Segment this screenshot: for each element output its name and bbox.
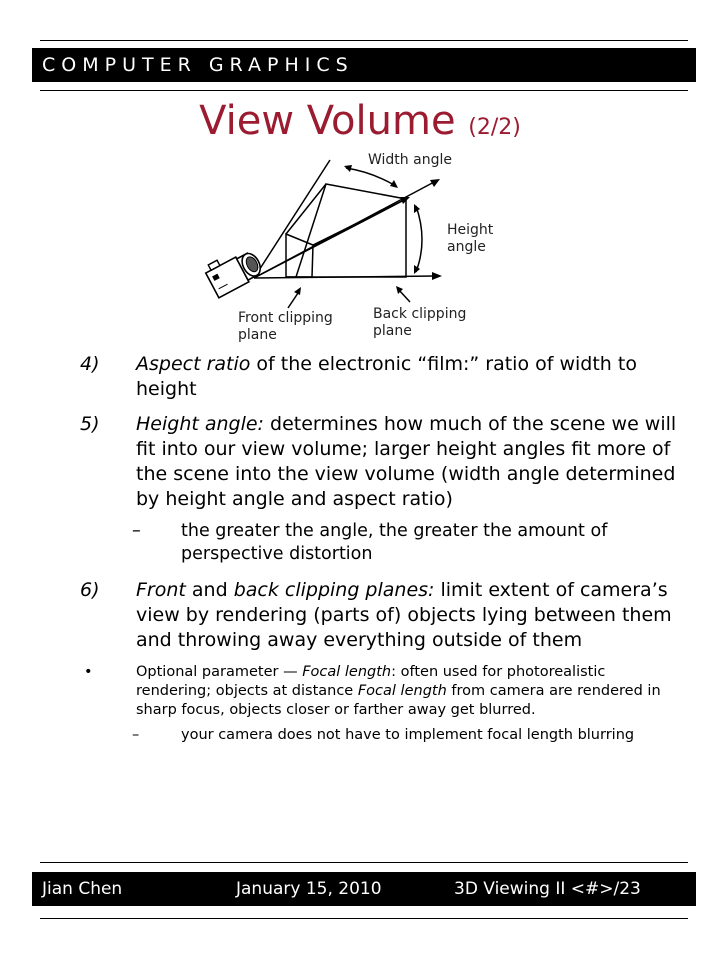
point-number: 6) bbox=[80, 579, 100, 601]
point-aspect-ratio: 4) Aspect ratio of the electronic “film:” ratio of width to height bbox=[80, 353, 637, 400]
bottom-rule-lower bbox=[40, 918, 688, 919]
subpoint-distortion: – the greater the angle, the greater the amount of perspective distortion bbox=[132, 521, 608, 564]
front-clipping-label: Front clipping plane bbox=[238, 310, 333, 343]
term-back-clipping: back clipping planes: bbox=[233, 579, 435, 601]
ray-apex bbox=[254, 160, 330, 278]
point-height-angle: 5) Height angle: determines how much of the scene we will fit into our view volume; larger height angles fit more of the scene into the view volume (width angle determined by height angle and aspect ratio) bbox=[80, 413, 677, 510]
slide-title bbox=[0, 96, 720, 153]
width-angle-arc bbox=[346, 168, 396, 186]
term-front: Front bbox=[136, 579, 186, 601]
top-rule-lower bbox=[40, 90, 688, 91]
top-rule-upper bbox=[40, 40, 688, 41]
footer-date: January 15, 2010 bbox=[236, 879, 382, 899]
camera-icon bbox=[203, 243, 265, 297]
title-part: (2/2) bbox=[468, 115, 521, 140]
front-clipping-plane bbox=[286, 234, 313, 277]
term-height-angle: Height angle: bbox=[136, 413, 264, 435]
title-main: View Volume bbox=[199, 98, 469, 144]
bottom-rule-upper bbox=[40, 862, 688, 863]
height-angle-label: Height angle bbox=[447, 222, 494, 255]
point-number: 4) bbox=[80, 353, 100, 375]
footer-author: Jian Chen bbox=[42, 879, 123, 899]
point-number: 5) bbox=[80, 413, 100, 435]
subpoint-focal-blurring: – your camera does not have to implement focal length blurring bbox=[132, 727, 635, 743]
view-volume-diagram bbox=[190, 148, 450, 328]
arrowhead-center bbox=[400, 197, 410, 204]
bullet-focal-length: • Optional parameter — Focal length: often used for photorealistic rendering; objects at distance Focal length from camera are rendered in sharp focus, objects closer or farther away get blurred. bbox=[84, 664, 661, 718]
height-angle-arc bbox=[416, 206, 422, 272]
footer-topic: 3D Viewing II <#>/23 bbox=[454, 879, 641, 899]
course-header bbox=[32, 48, 696, 82]
slide-body bbox=[80, 352, 680, 745]
arrowhead-bottom bbox=[432, 272, 442, 280]
term-aspect-ratio: Aspect ratio bbox=[136, 353, 251, 375]
point-clipping-planes: 6) Front and back clipping planes: limit extent of camera’s view by rendering (parts of) objects lying between them and throwing away everything outside of them bbox=[80, 579, 672, 651]
course-title: COMPUTER GRAPHICS bbox=[42, 54, 354, 76]
width-angle-label: Width angle bbox=[368, 152, 452, 168]
back-clipping-label: Back clipping plane bbox=[373, 306, 467, 339]
slide-footer bbox=[32, 872, 696, 906]
